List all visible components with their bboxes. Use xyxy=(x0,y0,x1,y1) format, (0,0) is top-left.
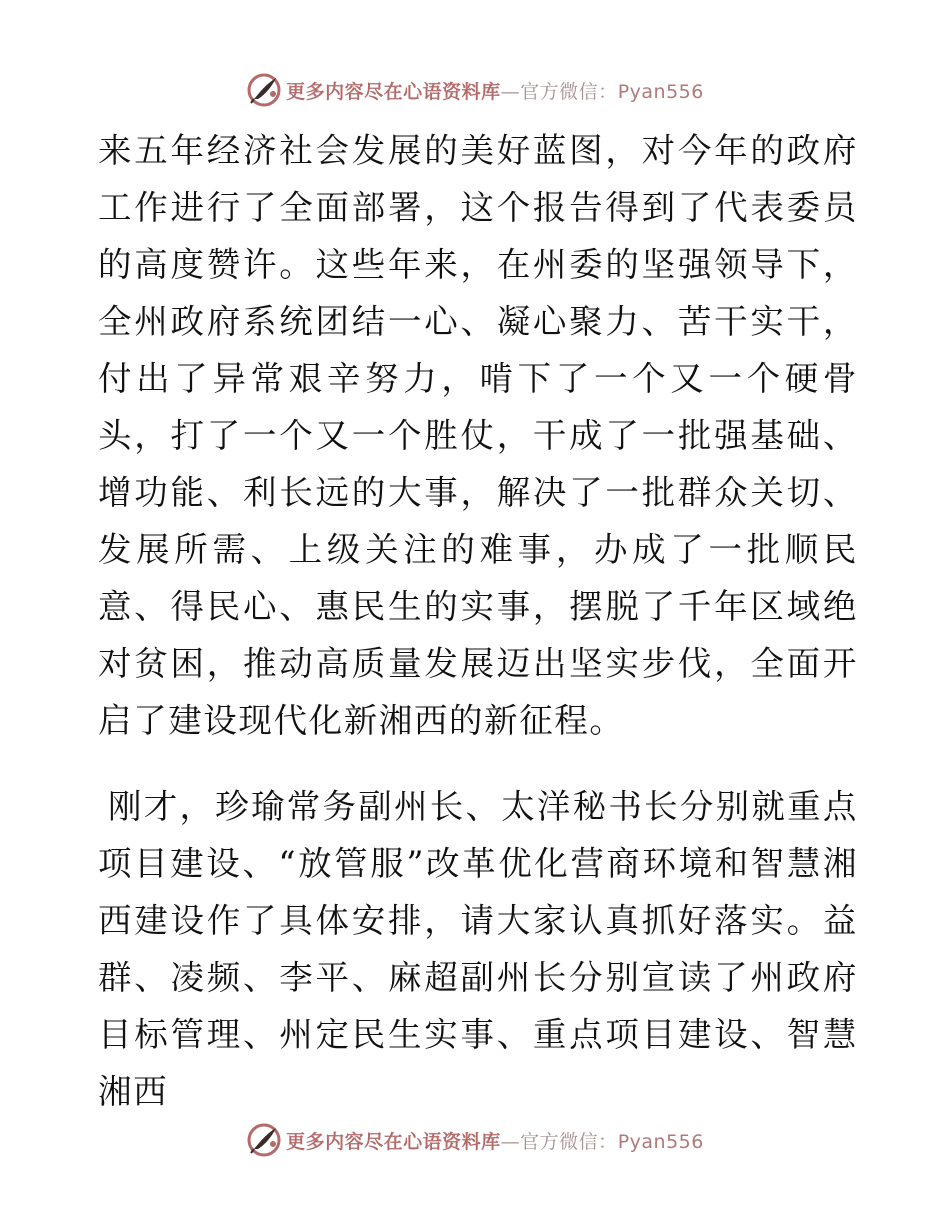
watermark-dash: — xyxy=(500,80,521,103)
body-paragraph-2: 刚才，珍瑜常务副州长、太洋秘书长分别就重点项目建设、“放管服”改革优化营商环境和智慧湘西建设作了具体安排，请大家认真抓好落实。益群、凌频、李平、麻超副州长分别宣读了州政府目标管理、州定民生实事、重点项目建设、智慧湘西 xyxy=(98,787,858,1111)
watermark-dash: — xyxy=(500,1130,521,1153)
watermark-brand: 更多内容尽在心语资料库 xyxy=(286,1130,501,1153)
header-watermark xyxy=(0,72,950,108)
watermark-wechat-handle: Pyan556 xyxy=(617,1130,704,1153)
watermark-wechat-handle: Pyan556 xyxy=(617,80,704,103)
footer-watermark xyxy=(0,1122,950,1158)
feather-pen-logo-icon xyxy=(246,72,282,108)
watermark-official-label: 官方微信： xyxy=(520,1130,618,1153)
watermark-official-label: 官方微信： xyxy=(520,80,618,103)
feather-pen-logo-icon xyxy=(246,1122,282,1158)
body-paragraph-1: 来五年经济社会发展的美好蓝图，对今年的政府工作进行了全面部署，这个报告得到了代表委员的高度赞许。这些年来，在州委的坚强领导下，全州政府系统团结一心、凝心聚力、苦干实干，付出了异常艰辛努力，啃下了一个又一个硬骨头，打了一个又一个胜仗，干成了一批强基础、增功能、利长远的大事，解决了一批群众关切、发展所需、上级关注的难事，办成了一批顺民意、得民心、惠民生的实事，摆脱了千年区域绝对贫困，推动高质量发展迈出坚实步伐，全面开启了建设现代化新湘西的新征程。 xyxy=(98,131,858,740)
watermark-text xyxy=(286,1127,704,1154)
watermark-text xyxy=(286,77,704,104)
watermark-brand: 更多内容尽在心语资料库 xyxy=(286,80,501,103)
